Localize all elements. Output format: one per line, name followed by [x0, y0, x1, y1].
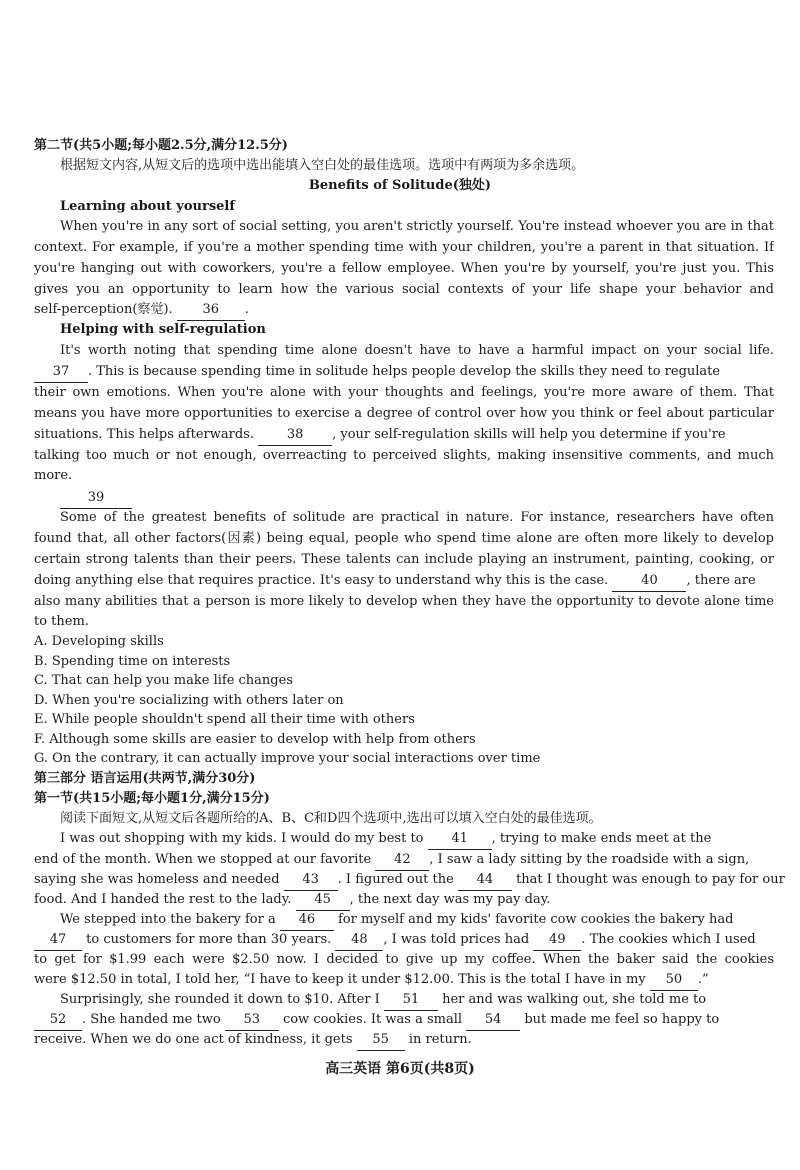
blank-53[interactable]: 53 — [225, 1010, 279, 1031]
p1-line5: self-perception(察觉). 36 . — [34, 300, 774, 321]
cloze-line2 — [34, 850, 774, 871]
part3-heading: 第三部分 语言运用(共两节,满分30分) — [34, 771, 256, 786]
p3-line4 — [34, 571, 774, 592]
cloze-line11 — [34, 1030, 774, 1051]
part3-section1-heading: 第一节(共15小题;每小题1分,满分15分) — [34, 791, 270, 806]
blank-48[interactable]: 48 — [335, 930, 383, 951]
p2-line5-text-b: , your self-regulation skills will help you determine if you're — [332, 427, 726, 442]
p2-line5-text-a: situations. This helps afterwards. — [34, 427, 254, 442]
blank-36[interactable]: 36 — [177, 300, 245, 321]
blank-55[interactable]: 55 — [357, 1030, 405, 1051]
blank-38[interactable]: 38 — [258, 425, 332, 446]
blank-54[interactable]: 54 — [466, 1010, 520, 1031]
blank-43[interactable]: 43 — [284, 870, 338, 891]
cloze-line11-text-a: receive. When we do one act of kindness, it gets — [34, 1032, 353, 1047]
cloze-line3-text-b: . I figured out the — [337, 872, 454, 887]
cloze-line3 — [34, 870, 785, 891]
cloze-line10-text-b: cow cookies. It was a small — [282, 1012, 463, 1027]
blank-52[interactable]: 52 — [34, 1010, 82, 1031]
p1-line1: When you're in any sort of social setting, you aren't strictly yourself. You're instead whoever you are in that — [60, 219, 774, 234]
cloze-line8 — [34, 970, 774, 991]
part3-instruction: 阅读下面短文,从短文后各题所给的A、B、C和D四个选项中,选出可以填入空白处的最佳选项。 — [60, 811, 602, 826]
option-a: A. Developing skills — [34, 634, 164, 649]
blank-47[interactable]: 47 — [34, 930, 82, 951]
p1-line5-text: self-perception(察觉). — [34, 302, 173, 317]
p3-line5: also many abilities that a person is more likely to develop when they have the opportunity to devote alone time — [34, 594, 774, 609]
p3-line3: certain strong talents than their peers. These talents can include playing an instrument, painting, cooking, or — [34, 552, 774, 567]
cloze-line10-text-a: . She handed me two — [82, 1012, 221, 1027]
cloze-line5 — [60, 910, 774, 931]
subheading-learning: Learning about yourself — [60, 199, 235, 214]
passage-title: Benefits of Solitude(独处) — [308, 178, 492, 193]
cloze-line9-text-a: Surprisingly, she rounded it down to $10. After I — [60, 992, 380, 1007]
cloze-line4-text-a: food. And I handed the rest to the lady. — [34, 892, 292, 907]
cloze-line5-text-a: We stepped into the bakery for a — [60, 912, 276, 927]
cloze-line1-text-b: , trying to make ends meet at the — [491, 831, 712, 846]
blank-41[interactable]: 41 — [428, 829, 492, 850]
cloze-line7: to get for $1.99 each were $2.50 now. I decided to give up my coffee. When the baker said the cookies — [34, 952, 774, 967]
p2-line4: means you have more opportunities to exercise a degree of control over how you think or feel about particular — [34, 406, 774, 421]
option-c: C. That can help you make life changes — [34, 673, 293, 688]
p2-line6: talking too much or not enough, overreacting to perceived slights, making insensitive comments, and much — [34, 448, 774, 463]
p2-line1: It's worth noting that spending time alone doesn't have to have a harmful impact on your social life. — [60, 343, 774, 358]
option-e: E. While people shouldn't spend all their time with others — [34, 712, 415, 727]
cloze-line6-text-c: . The cookies which I used — [581, 932, 756, 947]
cloze-line11-text-b: in return. — [408, 1032, 472, 1047]
option-d: D. When you're socializing with others later on — [34, 693, 344, 708]
blank-40[interactable]: 40 — [612, 571, 686, 592]
cloze-line8-text-b: .” — [697, 972, 709, 987]
p2-line3: their own emotions. When you're alone with your thoughts and feelings, you're more aware of them. That — [34, 385, 774, 400]
page-footer: 高三英语 第6页(共8页) — [325, 1061, 475, 1077]
option-g: G. On the contrary, it can actually improve your social interactions over time — [34, 751, 541, 766]
p3-line2: found that, all other factors(因素) being equal, people who spend time alone are often more likely to develop — [34, 531, 774, 546]
option-b: B. Spending time on interests — [34, 654, 231, 669]
blank-45[interactable]: 45 — [296, 890, 350, 911]
cloze-line2-text-a: end of the month. When we stopped at our favorite — [34, 852, 372, 867]
p3-line1: Some of the greatest benefits of solitude are practical in nature. For instance, researchers have often — [60, 510, 774, 525]
p1-line3: you're hanging out with coworkers, you're a fellow employee. When you're by yourself, you're just you. This — [34, 261, 774, 276]
p3-heading-line — [34, 488, 774, 509]
p1-line2: context. For example, if you're a mother spending time with your children, you're a parent in that situation. If — [34, 240, 774, 255]
blank-42[interactable]: 42 — [375, 850, 429, 871]
p2-line2-text: . This is because spending time in solitude helps people develop the skills they need to regulate — [88, 364, 721, 379]
cloze-line4-text-b: , the next day was my pay day. — [349, 892, 551, 907]
blank-46[interactable]: 46 — [280, 910, 334, 931]
cloze-line3-text-a: saying she was homeless and needed — [34, 872, 280, 887]
section2-instruction: 根据短文内容,从短文后的选项中选出能填入空白处的最佳选项。选项中有两项为多余选项。 — [60, 158, 585, 173]
cloze-line6-text-b: , I was told prices had — [383, 932, 530, 947]
p1-line4: gives you an opportunity to learn how the various social contexts of your life shape your behavior and — [34, 282, 774, 297]
blank-51[interactable]: 51 — [384, 990, 438, 1011]
blank-37[interactable]: 37 — [34, 362, 88, 383]
p2-line7: more. — [34, 468, 73, 483]
cloze-line8-text-a: were $12.50 in total, I told her, “I have to keep it under $12.00. This is the total I have in my — [34, 972, 646, 987]
option-f: F. Although some skills are easier to develop with help from others — [34, 732, 476, 747]
blank-49[interactable]: 49 — [533, 930, 581, 951]
cloze-line2-text-b: , I saw a lady sitting by the roadside with a sign, — [429, 852, 750, 867]
cloze-line5-text-b: for myself and my kids' favorite cow cookies the bakery had — [338, 912, 734, 927]
cloze-line10 — [34, 1010, 774, 1031]
cloze-line1-text-a: I was out shopping with my kids. I would do my best to — [60, 831, 424, 846]
cloze-line9 — [60, 990, 774, 1011]
blank-44[interactable]: 44 — [458, 870, 512, 891]
p2-line2 — [34, 362, 774, 383]
cloze-line6-text-a: to customers for more than 30 years. — [86, 932, 332, 947]
cloze-line3-text-c: that I thought was enough to pay for our — [516, 872, 785, 887]
subheading-self-regulation: Helping with self-regulation — [60, 322, 266, 337]
p3-line4-text-b: , there are — [686, 573, 756, 588]
cloze-line10-text-c: but made me feel so happy to — [524, 1012, 720, 1027]
p3-line6: to them. — [34, 614, 89, 629]
blank-50[interactable]: 50 — [650, 970, 698, 991]
p3-line4-text-a: doing anything else that requires practice. It's easy to understand why this is the case. — [34, 573, 609, 588]
cloze-line1 — [60, 829, 774, 850]
cloze-line4 — [34, 890, 774, 911]
section2-heading: 第二节(共5小题;每小题2.5分,满分12.5分) — [34, 138, 288, 153]
blank-39[interactable]: 39 — [60, 488, 132, 509]
cloze-line9-text-b: her and was walking out, she told me to — [442, 992, 707, 1007]
p2-line5 — [34, 425, 774, 446]
cloze-line6 — [34, 930, 774, 951]
